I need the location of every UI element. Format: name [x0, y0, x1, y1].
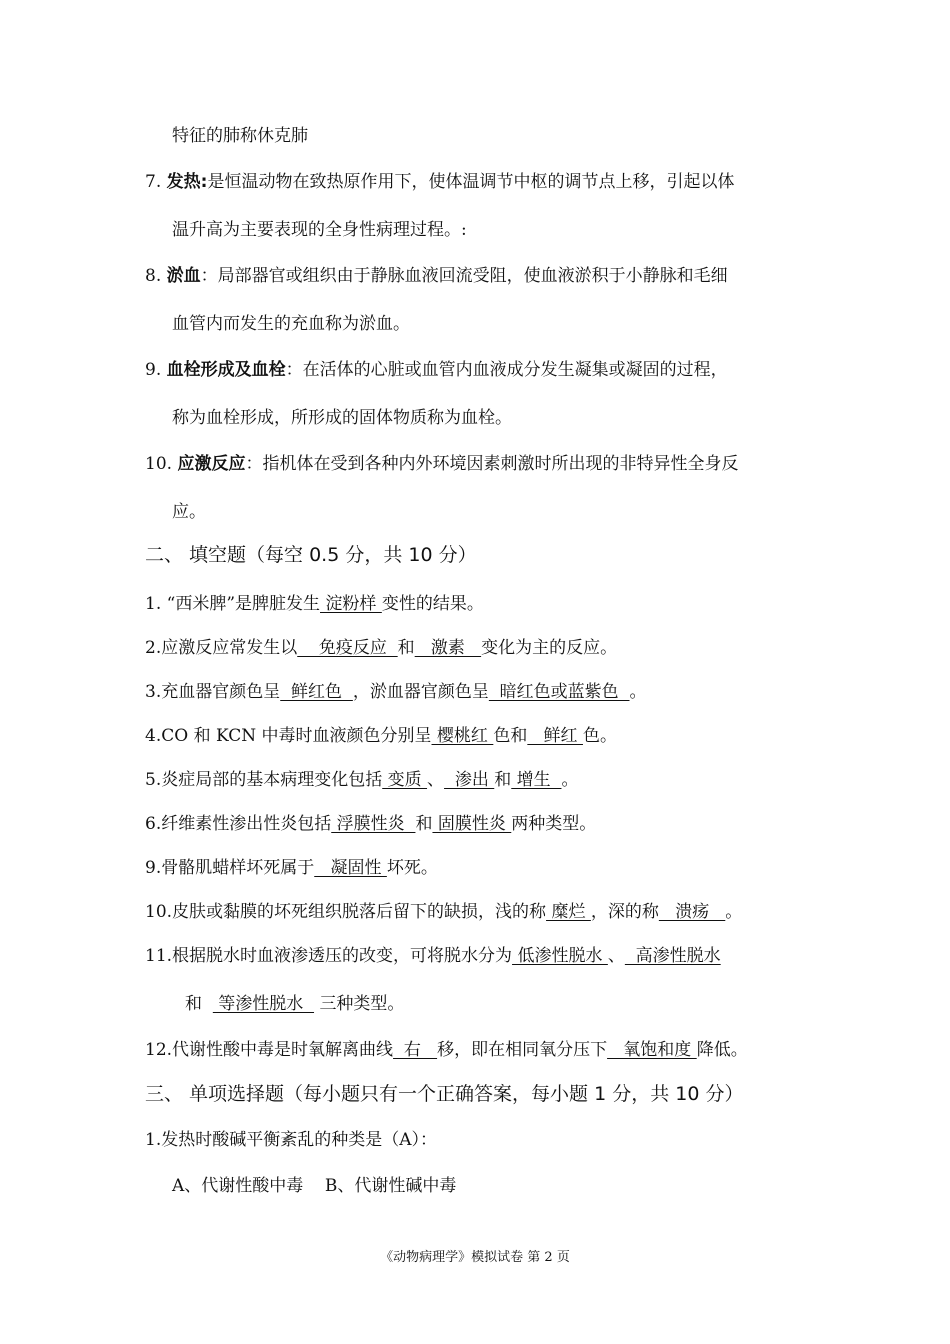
- definition-8-line2: 血管内而发生的充血称为淤血。: [172, 314, 410, 334]
- question-text: 三种类型。: [319, 994, 405, 1014]
- question-text: 12.代谢性酸中毒是时氧解离曲线: [145, 1040, 394, 1060]
- fill-question-6: [145, 812, 596, 836]
- question-text: 坏死。: [386, 858, 438, 878]
- definition-10-line2: 应。: [172, 502, 206, 522]
- question-text: 10.皮肤或黏膜的坏死组织脱落后留下的缺损，浅的称: [145, 902, 547, 922]
- fill-question-5: [145, 768, 578, 792]
- answer-blank: 激素: [414, 638, 482, 658]
- question-text: 9.骨骼肌蜡样坏死属于: [145, 858, 315, 878]
- answer-blank: 变质: [382, 770, 428, 790]
- fill-question-10: [145, 900, 742, 924]
- answer-blank: 淀粉样: [320, 594, 382, 614]
- answer-blank: 樱桃红: [431, 726, 494, 746]
- question-text: 色。: [582, 726, 617, 746]
- definition-term: 发热: [166, 172, 201, 192]
- definition-9-line2: 称为血栓形成，所形成的固体物质称为血栓。: [172, 408, 512, 428]
- question-text: 1. “西米脾”是脾脏发生: [145, 594, 321, 614]
- question-text: 11.根据脱水时血液渗透压的改变，可将脱水分为: [145, 946, 513, 966]
- answer-blank: 鲜红色: [280, 682, 353, 702]
- definition-7-line2: 温升高为主要表现的全身性病理过程。:: [172, 220, 467, 240]
- definition-text: 指机体在受到各种内外环境因素刺激时所出现的非特异性全身反: [262, 454, 739, 474]
- question-text: 、: [607, 946, 625, 966]
- definition-text: 在活体的心脏或血管内血液成分发生凝集或凝固的过程，: [302, 360, 728, 380]
- question-text: 。: [629, 682, 647, 702]
- answer-blank: 氧饱和度: [607, 1040, 697, 1060]
- answer-blank: 溃疡: [658, 902, 726, 922]
- answer-blank: 等渗性脱水: [212, 994, 315, 1014]
- definition-number: 10.: [145, 454, 173, 474]
- page-footer: 《动物病理学》模拟试卷 第 2 页: [380, 1250, 570, 1265]
- fill-question-3: [145, 680, 646, 704]
- definition-number: 7.: [145, 172, 162, 192]
- definition-text: 局部器官或组织由于静脉血液回流受阻，使血液淤积于小静脉和毛细: [217, 266, 728, 286]
- definition-separator: ：: [200, 266, 218, 286]
- question-text: 5.炎症局部的基本病理变化包括: [145, 770, 383, 790]
- question-text: 变性的结果。: [381, 594, 484, 614]
- question-text: 6.纤维素性渗出性炎包括: [145, 814, 332, 834]
- definition-number: 9.: [145, 360, 162, 380]
- fill-question-2: [145, 636, 617, 660]
- choice-question-1: 1.发热时酸碱平衡紊乱的种类是（A）：: [145, 1130, 437, 1150]
- answer-blank: 右: [393, 1040, 438, 1060]
- definition-term: 淤血: [166, 266, 201, 286]
- definition-number: 8.: [145, 266, 162, 286]
- definition-separator: ：: [285, 360, 303, 380]
- answer-blank: 糜烂: [546, 902, 591, 922]
- definition-8-line1: [145, 264, 728, 288]
- question-text: 降低。: [696, 1040, 748, 1060]
- choice-question-1-options: A、代谢性酸中毒 B、代谢性碱中毒: [172, 1176, 457, 1196]
- answer-blank: 浮膜性炎: [331, 814, 416, 834]
- question-text: 和: [185, 994, 202, 1014]
- question-text: 和: [494, 770, 512, 790]
- definition-9-line1: [145, 358, 728, 382]
- question-text: 和: [397, 638, 415, 658]
- definition-6-tail: 特征的肺称休克肺: [172, 126, 308, 146]
- answer-blank: 凝固性: [314, 858, 387, 878]
- question-text: 两种类型。: [511, 814, 597, 834]
- definition-text: 是恒温动物在致热原作用下，使体温调节中枢的调节点上移，引起以体: [207, 172, 735, 192]
- fill-question-12: [145, 1038, 748, 1062]
- answer-blank: 暗红色或蓝紫色: [488, 682, 630, 702]
- fill-question-11-line1: [145, 944, 721, 968]
- question-text: 、: [427, 770, 445, 790]
- answer-blank: 免疫反应: [297, 638, 398, 658]
- fill-question-9: [145, 856, 438, 880]
- answer-blank: 渗出: [444, 770, 495, 790]
- definition-10-line1: [145, 452, 738, 476]
- question-text: 移，即在相同氧分压下: [437, 1040, 608, 1060]
- definition-separator: :: [200, 172, 208, 192]
- fill-question-11-line2: [185, 992, 404, 1016]
- fill-question-1: [145, 592, 484, 616]
- question-text: 变化为主的反应。: [481, 638, 618, 658]
- answer-blank: 低渗性脱水: [512, 946, 608, 966]
- definition-term: 应激反应: [177, 454, 246, 474]
- question-text: 3.充血器官颜色呈: [145, 682, 281, 702]
- answer-blank: 固膜性炎: [432, 814, 512, 834]
- question-text: ，深的称: [590, 902, 659, 922]
- question-text: 4.CO 和 KCN 中毒时血液颜色分别呈: [145, 726, 432, 746]
- question-text: 和: [415, 814, 433, 834]
- question-text: 色和: [493, 726, 528, 746]
- question-text: 。: [561, 770, 579, 790]
- definition-term: 血栓形成及血栓: [166, 360, 286, 380]
- answer-blank: 增生: [511, 770, 562, 790]
- section-title-fill-in: 二、 填空题（每空 0.5 分，共 10 分）: [145, 544, 477, 566]
- definition-7-line1: [145, 170, 734, 194]
- definition-separator: ：: [245, 454, 263, 474]
- fill-question-4: [145, 724, 617, 748]
- question-text: ，淤血器官颜色呈: [352, 682, 489, 702]
- question-text: 。: [725, 902, 743, 922]
- section-title-single-choice: 三、 单项选择题（每小题只有一个正确答案，每小题 1 分，共 10 分）: [145, 1083, 744, 1105]
- answer-blank: 高渗性脱水: [624, 946, 721, 966]
- answer-blank: 鲜红: [527, 726, 583, 746]
- question-text: 2.应激反应常发生以: [145, 638, 298, 658]
